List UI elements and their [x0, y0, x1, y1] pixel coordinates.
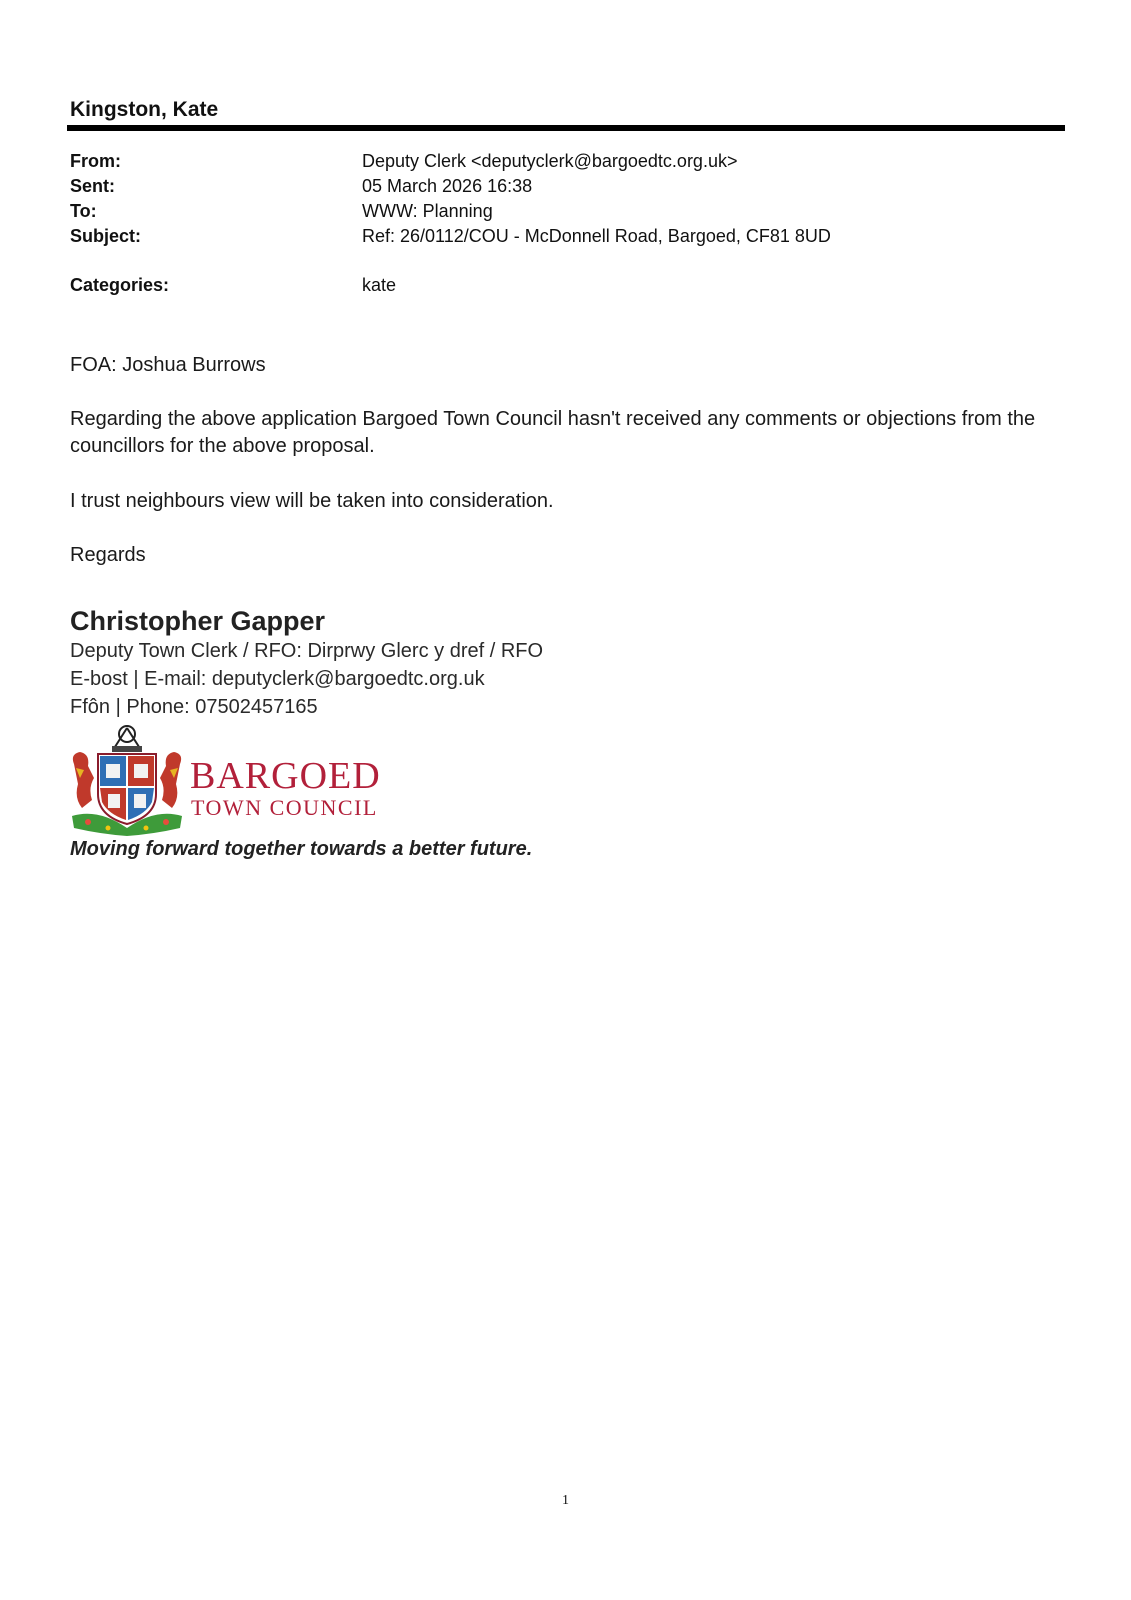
body-paragraph-2: I trust neighbours view will be taken into consideration. — [70, 490, 554, 512]
from-value: Deputy Clerk <deputyclerk@bargoedtc.org.uk> — [362, 151, 738, 171]
to-value: WWW: Planning — [362, 201, 493, 221]
signature-title: Deputy Town Clerk / RFO: Dirprwy Glerc y dref / RFO — [70, 640, 544, 662]
categories-label: Categories: — [70, 275, 170, 295]
logo-wordmark-town-council: TOWN COUNCIL — [191, 795, 378, 820]
signature-tagline: Moving forward together towards a better future. — [70, 838, 533, 860]
from-label: From: — [70, 151, 121, 171]
salutation: FOA: Joshua Burrows — [70, 354, 266, 376]
page-number: 1 — [562, 1493, 569, 1508]
categories-value: kate — [362, 275, 397, 295]
signature-name: Christopher Gapper — [70, 606, 326, 636]
closing: Regards — [70, 544, 146, 566]
sent-label: Sent: — [70, 176, 115, 196]
logo-wordmark-bargoed: BARGOED — [190, 755, 381, 797]
header-divider — [67, 125, 1065, 131]
bargoed-town-council-logo — [68, 724, 388, 836]
to-label: To: — [70, 201, 97, 221]
signature-email: E-bost | E-mail: deputyclerk@bargoedtc.org.uk — [70, 668, 485, 690]
body-paragraph-1: Regarding the above application Bargoed Town Council hasn't received any comments or objections from the councillors for the above proposal. — [70, 408, 1036, 457]
council-crest-icon — [68, 724, 186, 836]
signature-phone: Ffôn | Phone: 07502457165 — [70, 696, 318, 718]
subject-value: Ref: 26/0112/COU - McDonnell Road, Bargoed, CF81 8UD — [362, 226, 831, 246]
document-owner-name: Kingston, Kate — [70, 98, 219, 121]
sent-value: 05 March 2026 16:38 — [362, 176, 533, 196]
subject-label: Subject: — [70, 226, 142, 246]
